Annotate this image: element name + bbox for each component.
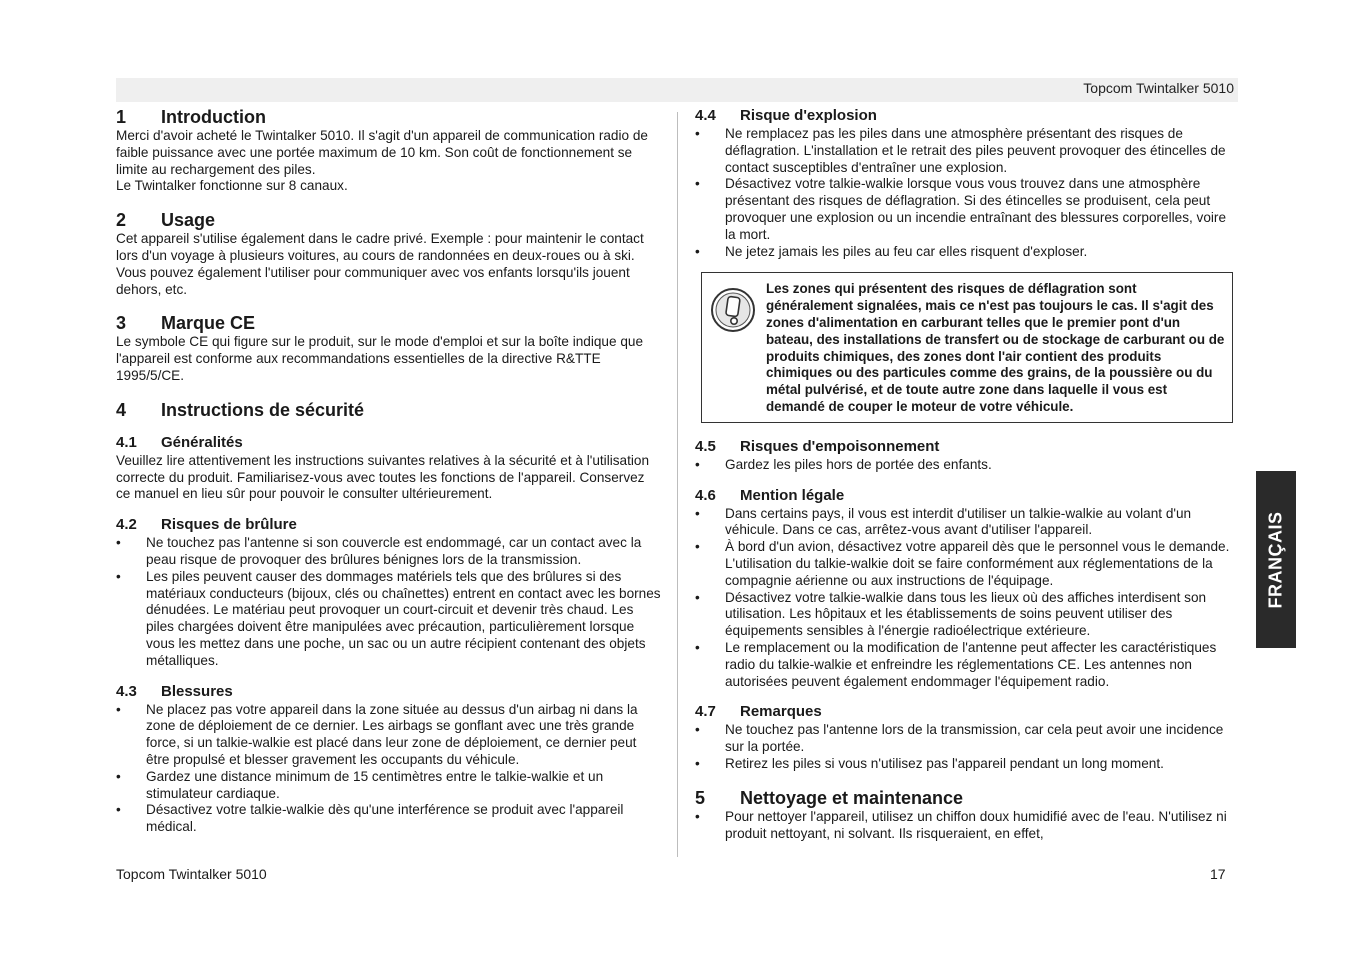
section-5-list <box>695 809 1238 843</box>
list-item: • Les piles peuvent causer des dommages matériels tels que des brûlures si des matériaux conducteurs (bijoux, clés ou chaînettes) entrent en contact avec les bornes dénudées. Le matériau peut provoquer un court-circuit et devenir très chaud. Les piles chargées doivent être manipulées avec précaution, particulièrement lorsque vous les mettez dans une poche, un sac ou un autre récipient contenant des objets métalliques. <box>116 569 661 670</box>
section-4-heading: 4 Instructions de sécurité <box>116 399 365 420</box>
warning-text: Les zones qui présentent des risques de déflagration sont généralement signalées, mais ce n'est pas toujours le cas. Il s'agit des zones d'alimentation en carburant telles que le premier pont d'un bateau, des installations de transfert ou de stockage de carburant ou de produits chimiques, des zones dont l'air contient des produits chimiques ou des particules comme des grains, de la poussière ou du métal pulvérisé, et de toute autre zone dans laquelle il vous est demandé de couper le moteur de votre véhicule. <box>766 281 1225 414</box>
section-4-1-heading: 4.1 Généralités <box>116 433 243 451</box>
section-4-4-list <box>695 126 1238 260</box>
right-column <box>695 106 1238 842</box>
section-1-paragraph: Le Twintalker fonctionne sur 8 canaux. <box>116 178 348 194</box>
section-4-1-paragraph: Veuillez lire attentivement les instructions suivantes relatives à la sécurité et à l'utilisation correcte du produit. Familiarisez-vous avec toutes les fonctions de l'appareil. Conservez ce manuel en lieu sûr pour pouvoir le consulter ultérieurement. <box>116 452 650 502</box>
section-4-7-heading: 4.7 Remarques <box>695 703 822 721</box>
list-item: • Dans certains pays, il vous est interdit d'utiliser un talkie-walkie au volant d'un véhicule. Dans ce cas, arrêtez-vous avant d'utiliser l'appareil. <box>695 506 1238 540</box>
list-item: • À bord d'un avion, désactivez votre appareil dès que le personnel vous le demande. L'utilisation du talkie-walkie doit se faire conformément aux réglementations de la compagnie aérienne ou aux instructions de l'équipage. <box>695 539 1238 589</box>
section-4-2-list <box>116 535 661 669</box>
section-4-5-heading: 4.5 Risques d'empoisonnement <box>695 437 940 455</box>
section-4-4-heading: 4.4 Risque d'explosion <box>695 107 877 124</box>
warning-box <box>701 272 1233 422</box>
section-3-paragraph: Le symbole CE qui figure sur le produit, sur le mode d'emploi et sur la boîte indique que l'appareil est conforme aux recommandations essentielles de la directive R&TTE 1995/5/CE. <box>116 334 644 383</box>
list-item: • Désactivez votre talkie-walkie lorsque vous vous trouvez dans une atmosphère présentant des risques de déflagration. Si des étincelles se produisent, cela peut provoquer une explosion ou un incendie entraînant des blessures corporelles, voire la mort. <box>695 176 1238 243</box>
left-column <box>116 106 661 836</box>
section-4-7-list <box>695 722 1238 772</box>
section-3-heading: 3 Marque CE <box>116 313 256 334</box>
list-item: • Le remplacement ou la modification de l'antenne peut affecter les caractéristiques radio du talkie-walkie et enfreindre les réglementations CE. Les antennes non autorisées peuvent également endommager l'équipement radio. <box>695 640 1238 690</box>
footer-title: Topcom Twintalker 5010 <box>116 866 267 882</box>
list-item: • Ne touchez pas l'antenne si son couvercle est endommagé, car un contact avec la peau risque de provoquer des brûlures bénignes lors de la transmission. <box>116 535 661 569</box>
language-tab-label: FRANÇAIS <box>1265 511 1286 608</box>
header-bar <box>116 78 1238 102</box>
section-4-5-list <box>695 457 1238 474</box>
section-1-heading: 1 Introduction <box>116 107 266 127</box>
section-1-paragraph: Merci d'avoir acheté le Twintalker 5010. Il s'agit d'un appareil de communication radio de faible puissance avec une portée maximum de 10 km. Son coût de fonctionnement se limite au rechargement des piles. <box>116 128 648 177</box>
column-divider <box>677 112 678 857</box>
list-item: • Ne touchez pas l'antenne lors de la transmission, car cela peut avoir une incidence sur la portée. <box>695 722 1238 756</box>
list-item: • Ne jetez jamais les piles au feu car elles risquent d'exploser. <box>695 244 1238 261</box>
section-4-6-heading: 4.6 Mention légale <box>695 486 845 504</box>
section-5-heading: 5 Nettoyage et maintenance <box>695 787 964 808</box>
list-item: • Gardez une distance minimum de 15 centimètres entre le talkie-walkie et un stimulateur cardiaque. <box>116 769 661 803</box>
list-item: • Désactivez votre talkie-walkie dès qu'une interférence se produit avec l'appareil médical. <box>116 802 661 836</box>
list-item: • Ne remplacez pas les piles dans une atmosphère présentant des risques de déflagration. L'installation et le retrait des piles peuvent provoquer des étincelles de contact susceptibles d'entraîner une explosion. <box>695 126 1238 176</box>
header-title: Topcom Twintalker 5010 <box>1083 80 1234 96</box>
list-item: • Pour nettoyer l'appareil, utilisez un chiffon doux humidifié avec de l'eau. N'utilisez ni produit nettoyant, ni solvant. Ils risqueraient, en effet, <box>695 809 1238 843</box>
list-item: • Ne placez pas votre appareil dans la zone située au dessus d'un airbag ni dans la zone de déploiement de ce dernier. Les airbags se gonflant avec une très grande force, si un talkie-walkie est placé dans leur zone de déploiement, ce dernier peut être propulsé et blesser gravement les occupants du véhicule. <box>116 702 661 769</box>
section-4-2-heading: 4.2 Risques de brûlure <box>116 516 297 534</box>
language-tab <box>1256 471 1296 648</box>
list-item: • Retirez les piles si vous n'utilisez pas l'appareil pendant un long moment. <box>695 756 1238 773</box>
section-2-paragraph: Cet appareil s'utilise également dans le cadre privé. Exemple : pour maintenir le contact lors d'un voyage à plusieurs voitures, au cours de randonnées en deux-roues ou à ski. Vous pouvez également l'utiliser pour communiquer avec vos enfants lorsqu'ils jouent dehors, etc. <box>116 231 644 297</box>
list-item: • Désactivez votre talkie-walkie dans tous les lieux où des affiches interdisent son utilisation. Les hôpitaux et les établissements de soins peuvent utiliser des équipements sensibles à l'énergie radioélectrique extérieure. <box>695 590 1238 640</box>
list-item: • Gardez les piles hors de portée des enfants. <box>695 457 1238 474</box>
section-4-3-heading: 4.3 Blessures <box>116 682 233 700</box>
section-4-6-list <box>695 506 1238 691</box>
section-2-heading: 2 Usage <box>116 210 216 231</box>
warning-icon <box>710 287 756 415</box>
page-number: 17 <box>1210 866 1226 882</box>
section-4-3-list <box>116 702 661 836</box>
